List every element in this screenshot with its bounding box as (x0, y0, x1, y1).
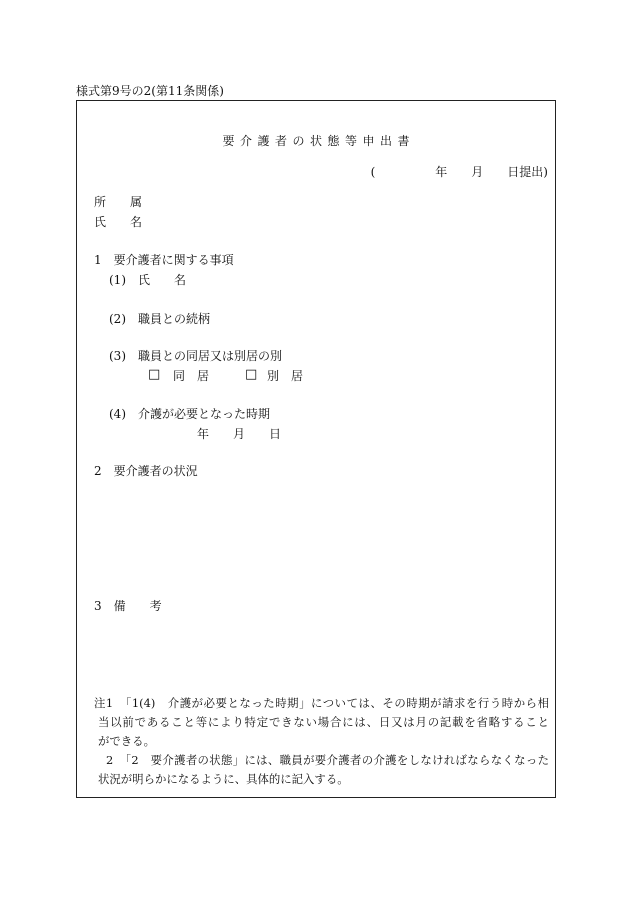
item-care-start-period: (4) 介護が必要となった時期 (109, 407, 270, 421)
note-line: 当以前であること等により特定できない場合には、日又は月の記載を省略すること (98, 715, 549, 729)
section-2-heading: 2 要介護者の状況 (94, 464, 198, 478)
section-3-heading: 3 備 考 (94, 599, 162, 613)
checkbox-living-together: □ (148, 367, 161, 382)
option-living-separately-label: 別 居 (267, 369, 304, 383)
option-living-together-label: 同 居 (173, 369, 210, 383)
affiliation-label: 所 属 (94, 195, 143, 209)
item-residence-status: (3) 職員との同居又は別居の別 (109, 349, 282, 363)
checkbox-living-separately: □ (245, 367, 258, 382)
item-care-recipient-name: (1) 氏 名 (109, 273, 186, 287)
item-relationship: (2) 職員との続柄 (109, 312, 210, 326)
section-1-heading: 1 要介護者に関する事項 (94, 253, 234, 267)
submission-date-line: ( 年 月 日提出) (370, 165, 548, 179)
form-number: 様式第9号の2(第11条関係) (76, 84, 224, 98)
note-line: 2 「2 要介護者の状態」には、職員が要介護者の介護をしなければならなくなった (106, 753, 549, 767)
note-line: 注1 「1(4) 介護が必要となった時期」については、その時期が請求を行う時から相 (94, 696, 549, 710)
form-title: 要介護者の状態等申出書 (222, 134, 415, 148)
care-start-date-line: 年 月 日 (197, 427, 282, 441)
form-frame (76, 100, 556, 798)
note-line: ができる。 (98, 734, 155, 748)
note-line: 状況が明らかになるように、具体的に記入する。 (98, 772, 349, 786)
applicant-name-label: 氏 名 (94, 215, 143, 229)
